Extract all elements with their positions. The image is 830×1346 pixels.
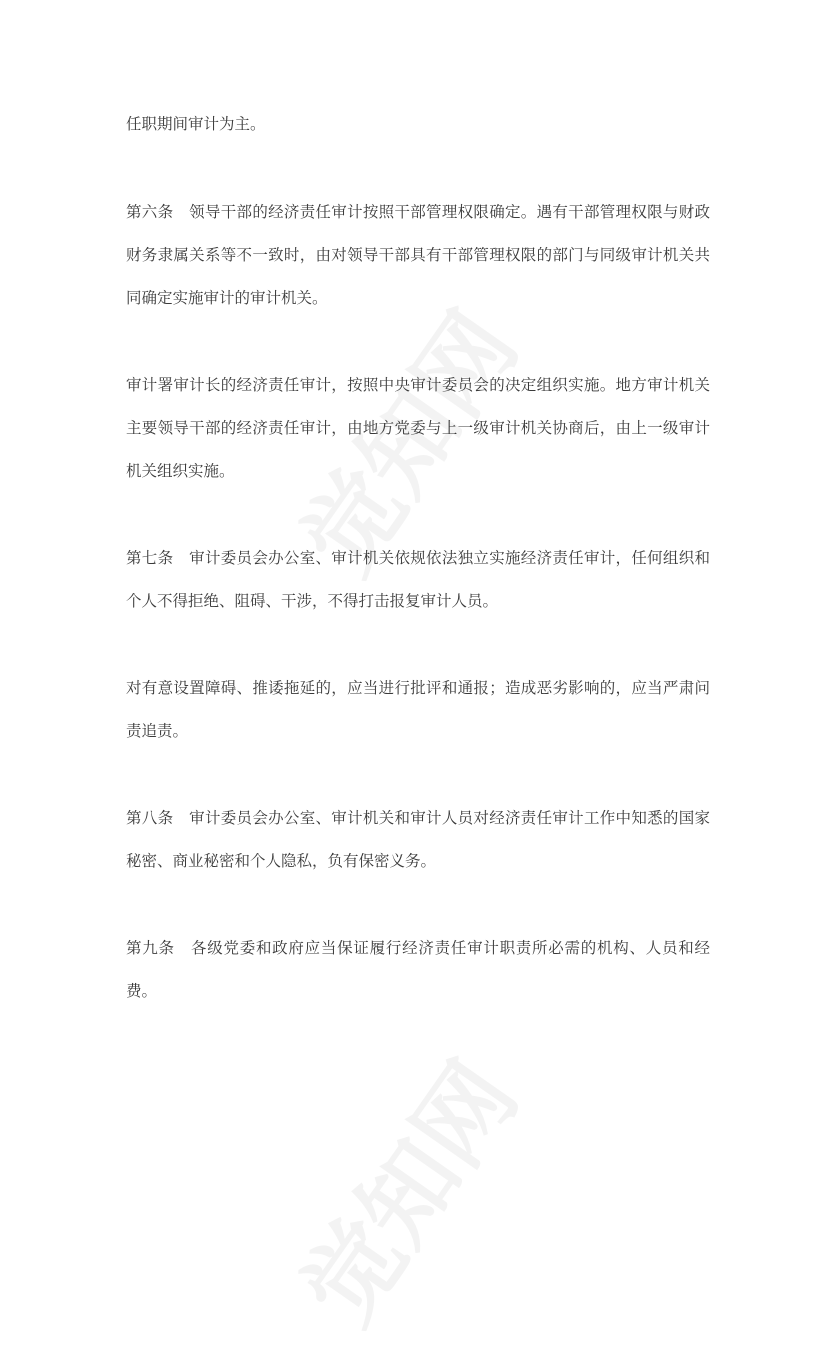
paragraph-article-9: 第九条 各级党委和政府应当保证履行经济责任审计职责所必需的机构、人员和经费。 <box>126 939 710 1000</box>
paragraph-5: 对有意设置障碍、推诿拖延的，应当进行批评和通报；造成恶劣影响的，应当严肃问责追责。 <box>126 679 710 740</box>
watermark-bottom <box>265 1031 542 1345</box>
paragraph-article-7: 第七条 审计委员会办公室、审计机关依规依法独立实施经济责任审计，任何组织和个人不得拒绝、阻碍、干涉，不得打击报复审计人员。 <box>126 549 710 610</box>
paragraph-article-6: 第六条 领导干部的经济责任审计按照干部管理权限确定。遇有干部管理权限与财政财务隶属关系等不一致时，由对领导干部具有干部管理权限的部门与同级审计机关共同确定实施审计的审计机关。 <box>126 203 710 307</box>
paragraph-article-8: 第八条 审计委员会办公室、审计机关和审计人员对经济责任审计工作中知悉的国家秘密、商业秘密和个人隐私，负有保密义务。 <box>126 809 710 870</box>
paragraph-3: 审计署审计长的经济责任审计，按照中央审计委员会的决定组织实施。地方审计机关主要领导干部的经济责任审计，由地方党委与上一级审计机关协商后，由上一级审计机关组织实施。 <box>126 376 710 480</box>
paragraph-1: 任职期间审计为主。 <box>126 115 266 133</box>
